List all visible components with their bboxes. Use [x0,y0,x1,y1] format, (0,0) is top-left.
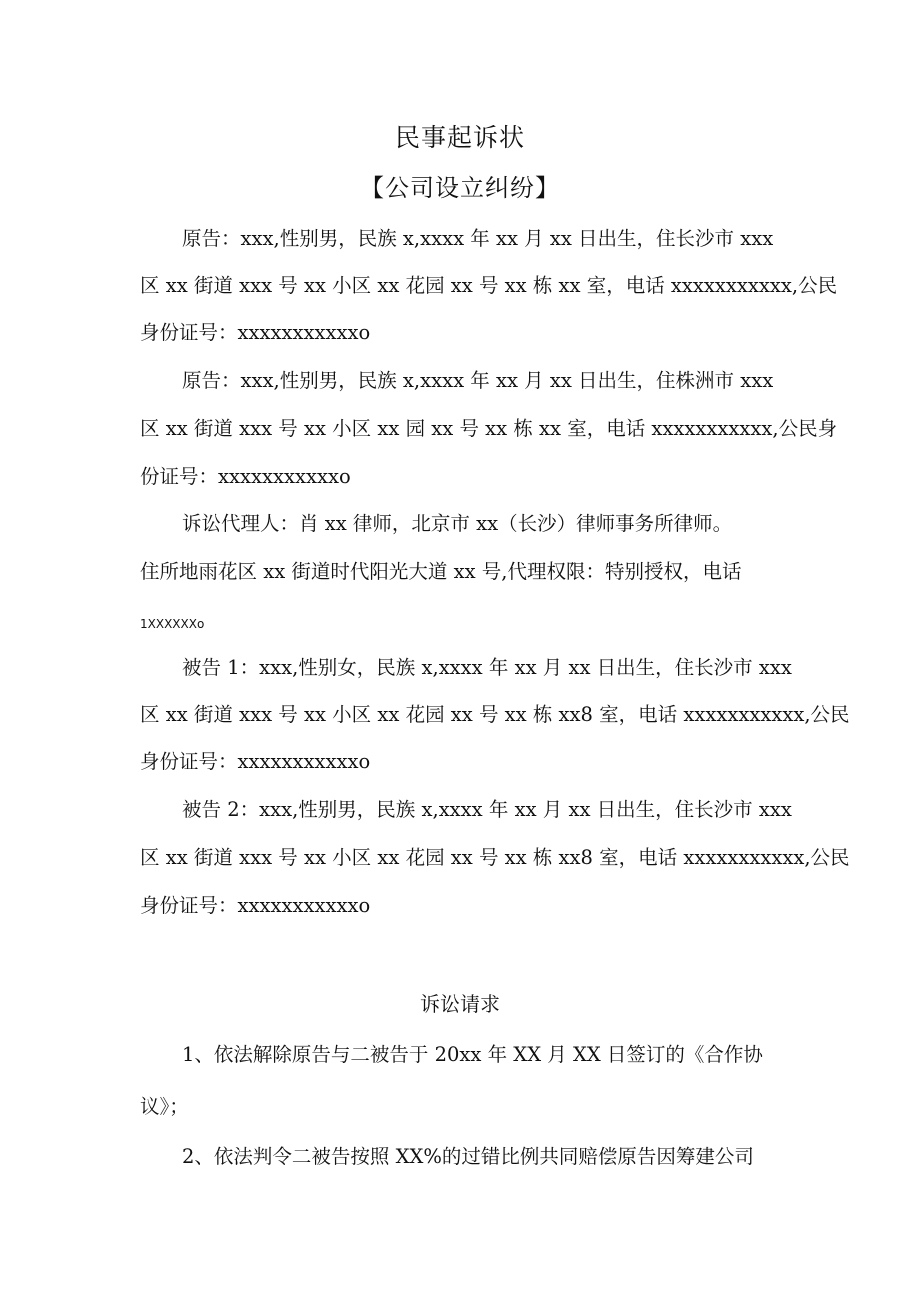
claims-heading: 诉讼请求 [420,992,500,1016]
defendant-1-line-3: 身份证号：xxxxxxxxxxxo [140,750,371,773]
plaintiff-2-line-2: 区 xx 街道 xxx 号 xx 小区 xx 园 xx 号 xx 栋 xx 室，电话 xxxxxxxxxxx,公民身 [140,417,838,440]
document-title: 民事起诉状 [394,123,525,152]
plaintiff-2-line-1: 原告：xxx,性别男，民族 x,xxxx 年 xx 月 xx 日出生，住株洲市 xxx [182,369,774,392]
claim-1-line-1: 1、依法解除原告与二被告于 20xx 年 XX 月 XX 日签订的《合作协 [182,1043,763,1066]
plaintiff-1-line-2: 区 xx 街道 xxx 号 xx 小区 xx 花园 xx 号 xx 栋 xx 室，电话 xxxxxxxxxxx,公民 [140,274,838,297]
agent-line-2: 住所地雨花区 xx 街道时代阳光大道 xx 号,代理权限：特别授权，电话 [140,560,742,583]
defendant-1-line-1: 被告 1：xxx,性别女，民族 x,xxxx 年 xx 月 xx 日出生，住长沙市 xxx [182,656,792,679]
plaintiff-1-line-1: 原告：xxx,性别男，民族 x,xxxx 年 xx 月 xx 日出生，住长沙市 xxx [182,227,774,250]
plaintiff-2-line-3: 份证号：xxxxxxxxxxxo [140,465,351,488]
plaintiff-1-line-3: 身份证号：xxxxxxxxxxxo [140,321,371,344]
defendant-2-line-3: 身份证号：xxxxxxxxxxxo [140,894,371,917]
defendant-2-line-2: 区 xx 街道 xxx 号 xx 小区 xx 花园 xx 号 xx 栋 xx8 室，电话 xxxxxxxxxxx,公民 [140,846,850,869]
defendant-2-line-1: 被告 2：xxx,性别男，民族 x,xxxx 年 xx 月 xx 日出生，住长沙市 xxx [182,798,792,821]
claim-1-line-2: 议》； [140,1095,189,1118]
agent-line-3: 1XXXXXXo [140,617,205,631]
claim-2-line-1: 2、依法判令二被告按照 XX%的过错比例共同赔偿原告因筹建公司 [182,1145,754,1168]
defendant-1-line-2: 区 xx 街道 xxx 号 xx 小区 xx 花园 xx 号 xx 栋 xx8 室，电话 xxxxxxxxxxx,公民 [140,703,850,726]
agent-line-1: 诉讼代理人：肖 xx 律师，北京市 xx（长沙）律师事务所律师。 [182,512,733,535]
document-subtitle: 【公司设立纠纷】 [360,174,560,202]
